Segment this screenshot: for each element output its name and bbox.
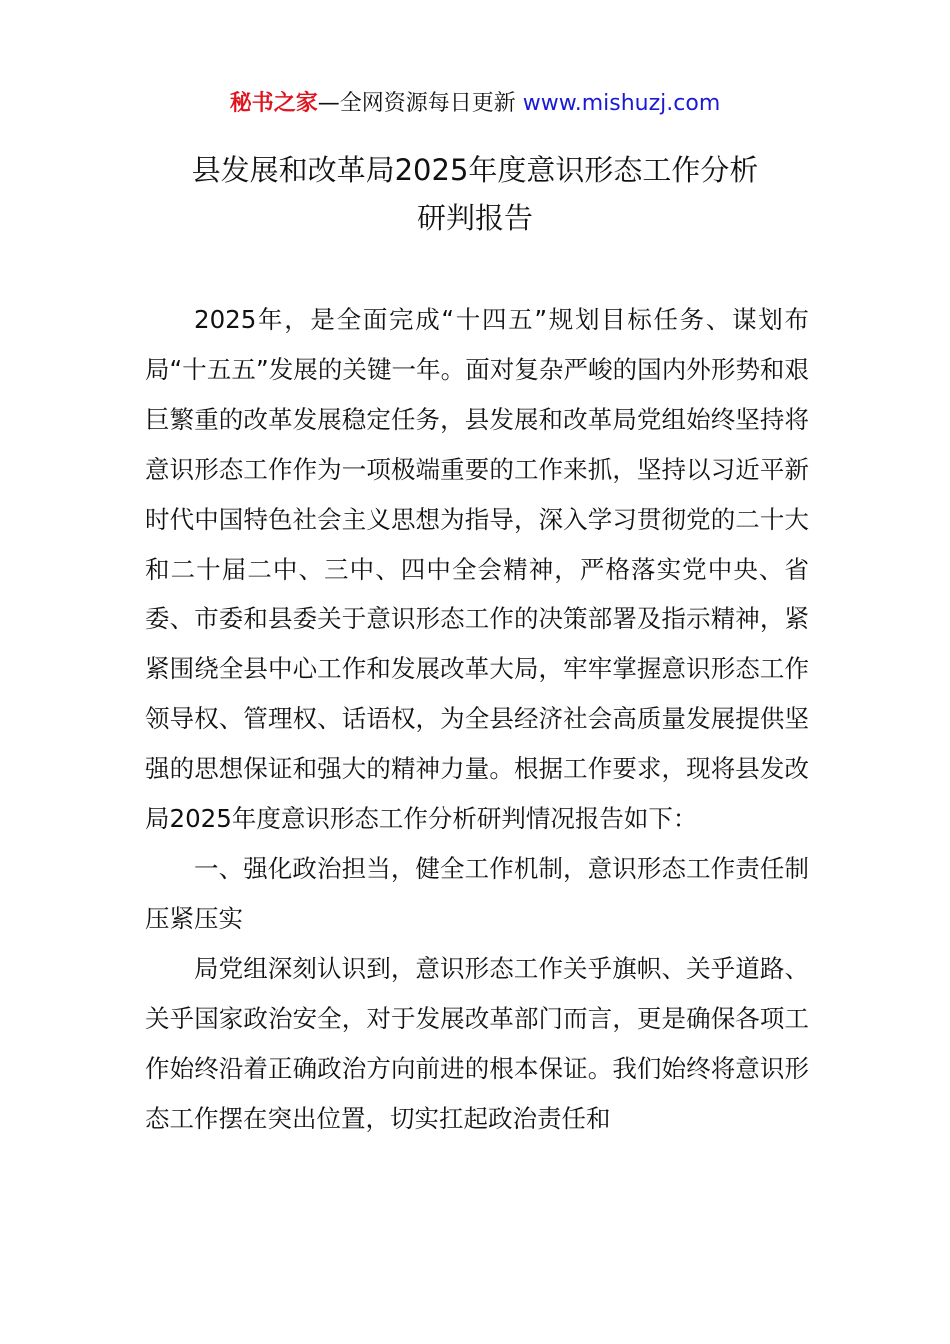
- section-heading-1: 一、强化政治担当，健全工作机制，意识形态工作责任制压紧压实: [145, 853, 809, 933]
- document-body: [145, 295, 809, 1143]
- site-header: [0, 88, 950, 120]
- title-line-2: 研判报告: [416, 201, 533, 235]
- brand-name: 秘书之家: [229, 91, 318, 116]
- title-line-1: 县发展和改革局2025年度意识形态工作分析: [191, 153, 759, 187]
- section-1-paragraph: 局党组深刻认识到，意识形态工作关乎旗帜、关乎道路、关乎国家政治安全，对于发展改革部门而言，更是确保各项工作始终沿着正确政治方向前进的根本保证。我们始终将意识形态工作摆在突出位置，切实扛起政治责任和: [145, 953, 809, 1133]
- site-url-link[interactable]: www.mishuzj.com: [522, 91, 721, 116]
- header-tagline: —全网资源每日更新: [317, 91, 516, 116]
- document-title: [100, 146, 850, 242]
- intro-paragraph: 2025年，是全面完成“十四五”规划目标任务、谋划布局“十五五”发展的关键一年。面对复杂严峻的国内外形势和艰巨繁重的改革发展稳定任务，县发展和改革局党组始终坚持将意识形态工作作为一项极端重要的工作来抓，坚持以习近平新时代中国特色社会主义思想为指导，深入学习贯彻党的二十大和二十届二中、三中、四中全会精神，严格落实党中央、省委、市委和县委关于意识形态工作的决策部署及指示精神，紧紧围绕全县中心工作和发展改革大局，牢牢掌握意识形态工作领导权、管理权、话语权，为全县经济社会高质量发展提供坚强的思想保证和强大的精神力量。根据工作要求，现将县发改局2025年度意识形态工作分析研判情况报告如下：: [145, 305, 809, 834]
